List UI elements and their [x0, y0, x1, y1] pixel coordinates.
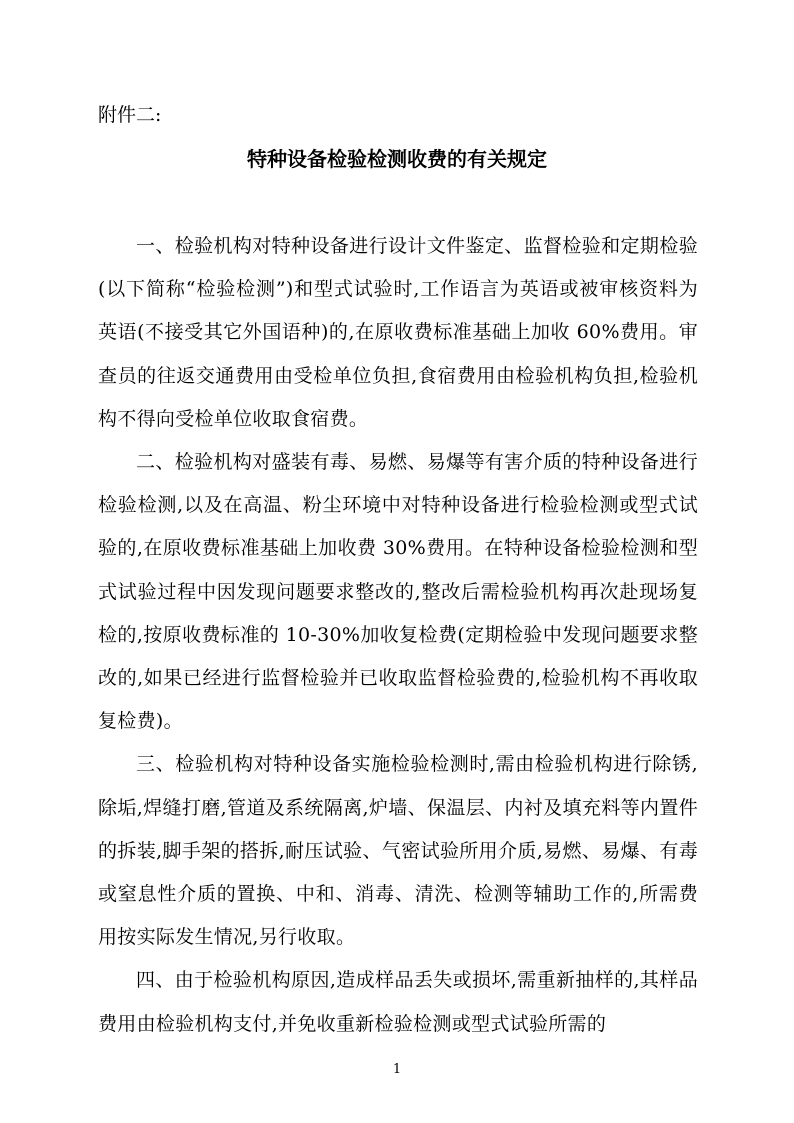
paragraph-2: 二、检验机构对盛装有毒、易燃、易爆等有害介质的特种设备进行检验检测,以及在高温、粉尘环境中对特种设备进行检验检测或型式试验的,在原收费标准基础上加收费 30%费用。在特种设备检验检测和型式试验过程中因发现问题要求整改的,整改后需检验机构再次赴现场复检的,按原收费标准的 10-30%加收复检费(定期检验中发现问题要求整改的,如果已经进行监督检验并已收取监督检验费的,检验机构不再收取复检费)。	[98, 451, 698, 733]
paragraph-4: 四、由于检验机构原因,造成样品丢失或损坏,需重新抽样的,其样品费用由检验机构支付,并免收重新检验检测或型式试验所需的	[98, 969, 698, 1035]
page-number: 1	[392, 1062, 402, 1077]
document-title: 特种设备检验检测收费的有关规定	[247, 147, 547, 171]
paragraph-1: 一、检验机构对特种设备进行设计文件鉴定、监督检验和定期检验(以下简称“检验检测”)和型式试验时,工作语言为英语或被审核资料为英语(不接受其它外国语种)的,在原收费标准基础上加收 60%费用。审查员的往返交通费用由受检单位负担,食宿费用由检验机构负担,检验机构不得向受检单位收取食宿费。	[98, 235, 698, 430]
attachment-label: 附件二:	[98, 104, 162, 126]
paragraph-3: 三、检验机构对特种设备实施检验检测时,需由检验机构进行除锈,除垢,焊缝打磨,管道及系统隔离,炉墙、保温层、内衬及填充料等内置件的拆装,脚手架的搭拆,耐压试验、气密试验所用介质,易燃、易爆、有毒或窒息性介质的置换、中和、消毒、清洗、检测等辅助工作的,所需费用按实际发生情况,另行收取。	[98, 753, 698, 949]
document-body	[98, 225, 698, 1046]
